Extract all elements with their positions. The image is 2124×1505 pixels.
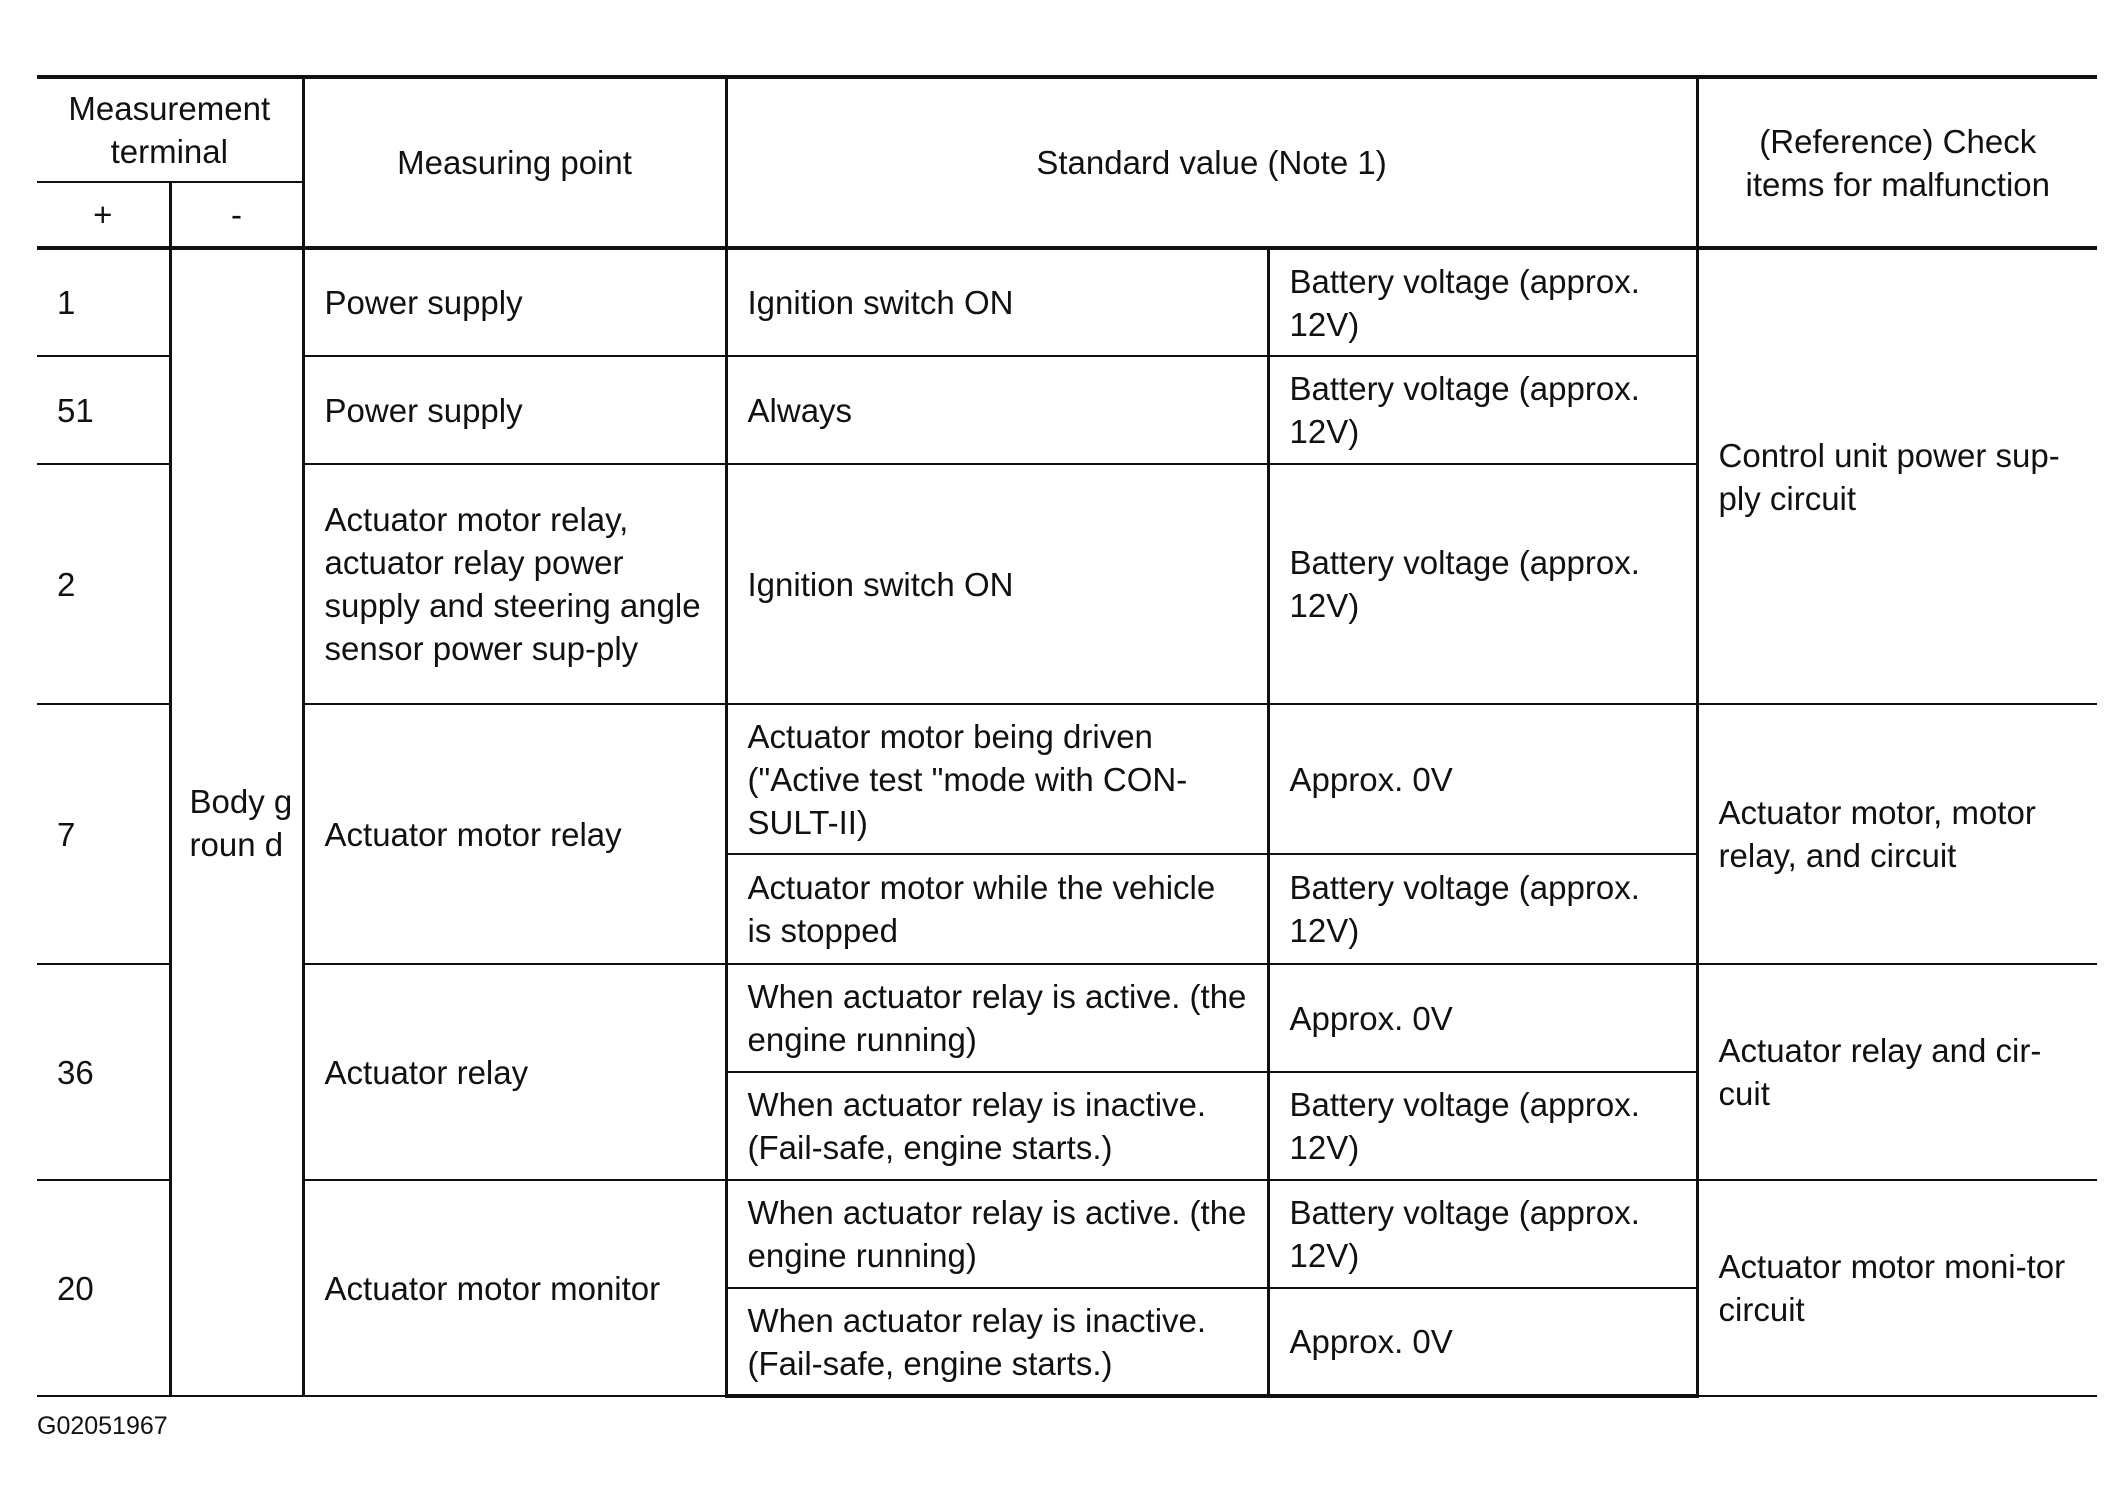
header-row	[37, 77, 2097, 182]
condition-cell: When actuator relay is inactive. (Fail-safe, engine starts.)	[726, 1288, 1268, 1396]
condition-cell: Actuator motor being driven ("Active test "mode with CON-SULT-II)	[726, 704, 1268, 854]
value-cell: Battery voltage (approx. 12V)	[1268, 854, 1697, 964]
condition-cell: When actuator relay is inactive. (Fail-safe, engine starts.)	[726, 1072, 1268, 1180]
measuring-point-cell: Actuator relay	[303, 964, 726, 1180]
terminal-cell: 7	[37, 704, 170, 964]
header-measurement-terminal: Measurement terminal	[37, 77, 303, 182]
condition-cell: Ignition switch ON	[726, 248, 1268, 356]
terminal-cell: 20	[37, 1180, 170, 1396]
value-cell: Battery voltage (approx. 12V)	[1268, 464, 1697, 704]
value-cell: Approx. 0V	[1268, 704, 1697, 854]
terminal-cell: 51	[37, 356, 170, 464]
value-cell: Battery voltage (approx. 12V)	[1268, 248, 1697, 356]
header-standard-value: Standard value (Note 1)	[726, 77, 1697, 248]
terminal-cell: 36	[37, 964, 170, 1180]
check-item-cell: Actuator relay and cir-cuit	[1697, 964, 2097, 1180]
terminal-spec-table	[37, 75, 2097, 1398]
check-item-cell: Control unit power sup-ply circuit	[1697, 248, 2097, 704]
condition-cell: Actuator motor while the vehicle is stopped	[726, 854, 1268, 964]
value-cell: Battery voltage (approx. 12V)	[1268, 1072, 1697, 1180]
table-row	[37, 964, 2097, 1072]
measuring-point-cell: Actuator motor relay	[303, 704, 726, 964]
header-minus: -	[170, 182, 303, 248]
measuring-point-cell: Actuator motor relay, actuator relay power supply and steering angle sensor power sup-ply	[303, 464, 726, 704]
condition-cell: Ignition switch ON	[726, 464, 1268, 704]
table-row	[37, 1180, 2097, 1288]
condition-cell: Always	[726, 356, 1268, 464]
table-row	[37, 704, 2097, 854]
table-row	[37, 248, 2097, 356]
terminal-cell: 2	[37, 464, 170, 704]
value-cell: Battery voltage (approx. 12V)	[1268, 356, 1697, 464]
header-measuring-point: Measuring point	[303, 77, 726, 248]
measuring-point-cell: Actuator motor monitor	[303, 1180, 726, 1396]
value-cell: Approx. 0V	[1268, 964, 1697, 1072]
value-cell: Approx. 0V	[1268, 1288, 1697, 1396]
value-cell: Battery voltage (approx. 12V)	[1268, 1180, 1697, 1288]
condition-cell: When actuator relay is active. (the engine running)	[726, 964, 1268, 1072]
check-item-cell: Actuator motor, motor relay, and circuit	[1697, 704, 2097, 964]
figure-id: G02051967	[37, 1412, 168, 1440]
check-item-cell: Actuator motor moni-tor circuit	[1697, 1180, 2097, 1396]
header-plus: +	[37, 182, 170, 248]
condition-cell: When actuator relay is active. (the engine running)	[726, 1180, 1268, 1288]
header-check-items: (Reference) Check items for malfunction	[1697, 77, 2097, 248]
ground-cell: Body groun d	[170, 248, 303, 1396]
measuring-point-cell: Power supply	[303, 248, 726, 356]
terminal-cell: 1	[37, 248, 170, 356]
measuring-point-cell: Power supply	[303, 356, 726, 464]
